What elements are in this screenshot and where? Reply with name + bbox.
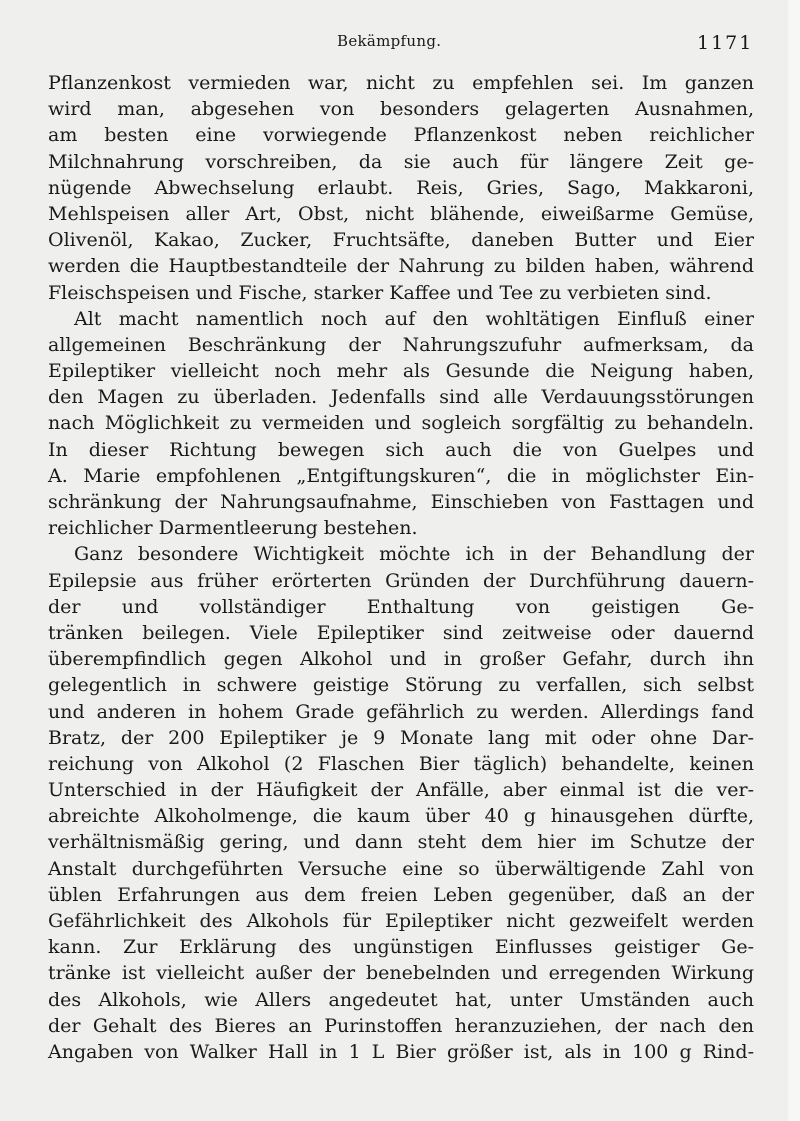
text-line: wird man, abgesehen von besonders gelagerten Ausnahmen, bbox=[48, 98, 754, 121]
text-line: Angaben von Walker Hall in 1 L Bier größer ist, als in 100 g Rind- bbox=[48, 1040, 754, 1063]
text-line: Epilepsie aus früher erörterten Gründen der Durchführung dauern- bbox=[48, 569, 754, 592]
text-line: werden die Hauptbestandteile der Nahrung zu bilden haben, während bbox=[48, 255, 754, 278]
text-line: nügende Abwechselung erlaubt. Reis, Gries, Sago, Makkaroni, bbox=[48, 176, 754, 199]
page-number: 1171 bbox=[697, 32, 754, 54]
text-line: reichlicher Darmentleerung bestehen. bbox=[48, 517, 418, 540]
text-line: den Magen zu überladen. Jedenfalls sind alle Verdauungsstörungen bbox=[48, 386, 754, 409]
text-line: des Alkohols, wie Allers angedeutet hat, unter Umständen auch bbox=[48, 988, 754, 1011]
text-line: Alt macht namentlich noch auf den wohltätigen Einfluß einer bbox=[74, 307, 754, 330]
body-text bbox=[48, 70, 754, 1065]
text-line: Ganz besondere Wichtigkeit möchte ich in der Behandlung der bbox=[74, 543, 754, 566]
running-head bbox=[0, 32, 800, 56]
text-line: Unterschied in der Häufigkeit der Anfälle, aber einmal ist die ver- bbox=[48, 779, 754, 802]
text-line: verhältnismäßig gering, und dann steht dem hier im Schutze der bbox=[48, 831, 754, 854]
chapter-heading: Bekämpfung. bbox=[337, 32, 442, 50]
text-line: der Gehalt des Bieres an Purinstoffen heranzuziehen, der nach den bbox=[48, 1014, 754, 1037]
text-line: und anderen in hohem Grade gefährlich zu werden. Allerdings fand bbox=[48, 700, 754, 723]
text-line: schränkung der Nahrungsaufnahme, Einschieben von Fasttagen und bbox=[48, 491, 754, 513]
text-line: abreichte Alkoholmenge, die kaum über 40 g hinausgehen dürfte, bbox=[48, 805, 754, 828]
text-line: Anstalt durchgeführten Versuche eine so überwältigende Zahl von bbox=[48, 857, 754, 880]
text-line: der und vollständiger Enthaltung von geistigen Ge- bbox=[48, 595, 754, 618]
text-line: Epileptiker vielleicht noch mehr als Gesunde die Neigung haben, bbox=[48, 360, 754, 383]
text-line: üblen Erfahrungen aus dem freien Leben gegenüber, daß an der bbox=[48, 883, 754, 906]
text-line: überempfindlich gegen Alkohol und in großer Gefahr, durch ihn bbox=[48, 648, 754, 671]
text-line: nach Möglichkeit zu vermeiden und sogleich sorgfältig zu behandeln. bbox=[48, 412, 754, 435]
text-line: Milchnahrung vorschreiben, da sie auch für längere Zeit ge- bbox=[48, 150, 754, 173]
text-line: In dieser Richtung bewegen sich auch die von Guelpes und bbox=[48, 438, 754, 461]
text-line: Fleischspeisen und Fische, starker Kaffee und Tee zu verbieten sind. bbox=[48, 281, 712, 304]
text-line: tränke ist vielleicht außer der benebelnden und erregenden Wirkung bbox=[48, 962, 754, 985]
text-line: Mehlspeisen aller Art, Obst, nicht blähende, eiweißarme Gemüse, bbox=[48, 202, 754, 225]
text-line: gelegentlich in schwere geistige Störung zu verfallen, sich selbst bbox=[48, 674, 754, 697]
text-line: reichung von Alkohol (2 Flaschen Bier täglich) behandelte, keinen bbox=[48, 752, 754, 775]
text-line: A. Marie empfohlenen „Entgiftungskuren“, die in möglichster Ein- bbox=[48, 464, 754, 487]
text-line: kann. Zur Erklärung des ungünstigen Einflusses geistiger Ge- bbox=[48, 936, 754, 959]
text-line: allgemeinen Beschränkung der Nahrungszufuhr aufmerksam, da bbox=[48, 333, 754, 356]
text-line: tränken beilegen. Viele Epileptiker sind zeitweise oder dauernd bbox=[48, 621, 754, 644]
text-line: Pflanzenkost vermieden war, nicht zu empfehlen sei. Im ganzen bbox=[48, 72, 754, 94]
text-line: Gefährlichkeit des Alkohols für Epileptiker nicht gezweifelt werden bbox=[48, 910, 754, 932]
text-line: am besten eine vorwiegende Pflanzenkost neben reichlicher bbox=[48, 124, 754, 147]
text-line: Bratz, der 200 Epileptiker je 9 Monate lang mit oder ohne Dar- bbox=[48, 726, 754, 749]
text-line: Olivenöl, Kakao, Zucker, Fruchtsäfte, daneben Butter und Eier bbox=[48, 229, 754, 252]
